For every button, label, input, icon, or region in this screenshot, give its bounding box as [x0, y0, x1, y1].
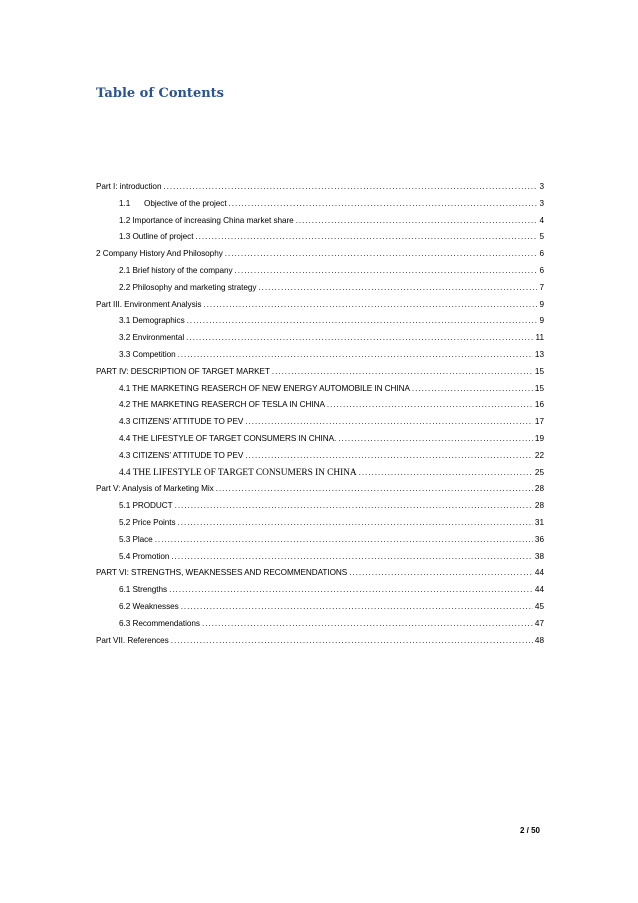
toc-dot-leader: [155, 532, 533, 549]
toc-entry-page: 17: [534, 417, 544, 427]
toc-entry[interactable]: [96, 297, 544, 314]
toc-entry-title: [96, 481, 214, 498]
toc-dot-leader: [338, 431, 533, 448]
table-of-contents: [96, 179, 544, 649]
toc-dot-leader: [245, 448, 533, 465]
toc-entry-label: 6.3 Recommendations: [119, 618, 200, 628]
toc-entry-title: [96, 246, 223, 263]
toc-entry-title: [119, 263, 233, 280]
toc-entry-page: 31: [534, 517, 544, 527]
toc-entry-label: 2 Company History And Philosophy: [96, 249, 223, 259]
toc-entry-title: [96, 297, 201, 314]
toc-dot-leader: [272, 364, 533, 381]
toc-entry-label: Objective of the project: [144, 198, 227, 208]
toc-entry[interactable]: [96, 431, 544, 448]
toc-entry-title: [96, 364, 270, 381]
toc-entry-label: 6.1 Strengths: [119, 585, 168, 595]
toc-entry-title: [119, 616, 200, 633]
toc-entry-page: 19: [534, 433, 544, 443]
toc-entry-label: 2.1 Brief history of the company: [119, 265, 233, 275]
toc-entry-page: 15: [534, 366, 544, 376]
toc-entry-page: 44: [534, 585, 544, 595]
toc-entry[interactable]: [96, 633, 544, 650]
toc-entry[interactable]: [96, 381, 544, 398]
toc-entry-label: 5.2 Price Points: [119, 517, 176, 527]
toc-entry-page: 25: [534, 467, 544, 477]
toc-entry-page: 3: [539, 182, 544, 191]
toc-entry-page: 44: [534, 568, 544, 578]
toc-entry[interactable]: [96, 213, 544, 230]
document-title: Table of Contents: [96, 86, 224, 101]
toc-entry-title: [119, 532, 153, 549]
toc-dot-leader: [181, 599, 533, 616]
toc-entry-title: [119, 431, 336, 448]
toc-entry[interactable]: [96, 263, 544, 280]
toc-entry[interactable]: [96, 465, 544, 482]
toc-entry-label: 3.1 Demographics: [119, 316, 185, 326]
toc-entry-title: [96, 179, 161, 196]
toc-entry[interactable]: [96, 347, 544, 364]
toc-entry-page: 28: [534, 484, 544, 494]
toc-entry-label: Part V: Analysis of Marketing Mix: [96, 484, 214, 494]
toc-dot-leader: [412, 381, 533, 398]
toc-dot-leader: [216, 481, 533, 498]
toc-entry-page: 4: [539, 215, 544, 225]
toc-entry[interactable]: [96, 532, 544, 549]
toc-entry-page: 9: [539, 299, 544, 309]
toc-entry-title: [119, 549, 169, 566]
toc-entry-title: [119, 465, 357, 482]
toc-entry-label: 4.3 CITIZENS’ ATTITUDE TO PEV: [119, 450, 244, 460]
toc-dot-leader: [186, 330, 533, 347]
toc-entry[interactable]: [96, 196, 544, 213]
toc-entry-page: 6: [539, 265, 544, 275]
toc-entry[interactable]: [96, 364, 544, 381]
toc-entry-page: 11: [535, 333, 544, 343]
toc-entry-title: [119, 330, 184, 347]
toc-entry[interactable]: [96, 229, 544, 246]
toc-entry-label: 5.4 Promotion: [119, 551, 170, 561]
toc-dot-leader: [178, 515, 533, 532]
toc-entry-title: [119, 414, 243, 431]
toc-entry-label: 1.3 Outline of project: [119, 232, 194, 242]
toc-entry-label: 3.2 Environmental: [119, 333, 185, 343]
toc-entry[interactable]: [96, 599, 544, 616]
toc-entry[interactable]: [96, 481, 544, 498]
toc-dot-leader: [163, 179, 537, 196]
toc-entry[interactable]: [96, 414, 544, 431]
toc-dot-leader: [349, 565, 533, 582]
toc-entry-title: [119, 498, 173, 515]
toc-entry-page: 36: [534, 534, 544, 544]
toc-entry-title: [119, 397, 325, 414]
toc-dot-leader: [359, 465, 533, 482]
toc-entry-label: 3.3 Competition: [119, 349, 176, 359]
toc-entry-page: 9: [539, 316, 544, 326]
toc-dot-leader: [235, 263, 538, 280]
toc-entry-title: [119, 280, 256, 297]
toc-entry-title: [96, 633, 169, 650]
toc-entry-label: Part I: introduction: [96, 182, 162, 191]
toc-entry-label: 4.3 CITIZENS’ ATTITUDE TO PEV: [119, 417, 244, 427]
toc-entry-page: 7: [539, 282, 544, 292]
toc-entry-page: 47: [534, 618, 544, 628]
toc-entry-page: 28: [534, 501, 544, 511]
toc-entry[interactable]: [96, 179, 544, 196]
page-number: 2 / 50: [519, 826, 540, 835]
toc-entry-label: 6.2 Weaknesses: [119, 601, 179, 611]
toc-entry-label: 5.3 Place: [119, 534, 153, 544]
toc-dot-leader: [195, 229, 537, 246]
toc-dot-leader: [258, 280, 537, 297]
toc-entry-number: 1.1: [119, 198, 131, 208]
toc-entry-title: [119, 448, 243, 465]
toc-entry-title: [119, 229, 193, 246]
toc-entry-page: 13: [534, 349, 544, 359]
toc-entry-label: 4.1 THE MARKETING REASERCH OF NEW ENERGY AUTOMOBILE IN CHINA: [119, 383, 410, 393]
toc-dot-leader: [169, 582, 533, 599]
toc-entry-page: 15: [534, 383, 544, 393]
toc-entry[interactable]: [96, 280, 544, 297]
toc-entry-page: 16: [534, 400, 544, 410]
toc-entry[interactable]: [96, 498, 544, 515]
toc-entry-title: [119, 213, 294, 230]
toc-dot-leader: [187, 313, 538, 330]
toc-entry-title: [119, 599, 179, 616]
toc-dot-leader: [202, 616, 533, 633]
toc-entry-label: 1.2 Importance of increasing China market share: [119, 215, 294, 225]
toc-entry-title: [119, 347, 176, 364]
toc-dot-leader: [175, 498, 533, 515]
toc-dot-leader: [296, 213, 538, 230]
toc-dot-leader: [245, 414, 533, 431]
toc-dot-leader: [229, 196, 538, 213]
toc-entry-title: [119, 381, 410, 398]
toc-entry[interactable]: [96, 616, 544, 633]
toc-entry-title: [96, 565, 347, 582]
toc-dot-leader: [225, 246, 538, 263]
toc-entry-page: 45: [534, 601, 544, 611]
toc-entry-label: 4.4 THE LIFESTYLE OF TARGET CONSUMERS IN CHINA: [119, 467, 357, 478]
toc-dot-leader: [178, 347, 533, 364]
toc-entry-page: 3: [539, 198, 544, 208]
toc-entry-title: [119, 196, 227, 213]
toc-entry[interactable]: [96, 330, 544, 347]
toc-entry-label: 4.2 THE MARKETING REASERCH OF TESLA IN CHINA: [119, 400, 325, 410]
toc-entry-title: [119, 582, 167, 599]
toc-entry[interactable]: [96, 582, 544, 599]
toc-entry-title: [119, 515, 176, 532]
toc-entry-page: 48: [534, 635, 544, 645]
toc-dot-leader: [203, 297, 537, 314]
toc-entry[interactable]: [96, 549, 544, 566]
toc-entry-label: Part VII. References: [96, 635, 169, 645]
toc-entry-page: 5: [539, 232, 544, 242]
toc-entry-page: 6: [539, 249, 544, 259]
toc-entry-label: 4.4 THE LIFESTYLE OF TARGET CONSUMERS IN CHINA.: [119, 433, 337, 443]
toc-entry-label: PART IV: DESCRIPTION OF TARGET MARKET: [96, 366, 270, 376]
toc-dot-leader: [171, 549, 533, 566]
toc-entry-label: 5.1 PRODUCT: [119, 501, 173, 511]
toc-dot-leader: [327, 397, 533, 414]
toc-entry[interactable]: [96, 448, 544, 465]
toc-entry[interactable]: [96, 313, 544, 330]
toc-entry-page: 38: [534, 551, 544, 561]
toc-entry-title: [119, 313, 185, 330]
toc-entry-label: Part III. Environment Analysis: [96, 299, 202, 309]
toc-dot-leader: [171, 633, 533, 650]
toc-entry[interactable]: [96, 515, 544, 532]
toc-entry[interactable]: [96, 246, 544, 263]
toc-entry[interactable]: [96, 397, 544, 414]
toc-entry[interactable]: [96, 565, 544, 582]
toc-entry-label: 2.2 Philosophy and marketing strategy: [119, 282, 257, 292]
toc-entry-label: PART VI: STRENGTHS, WEAKNESSES AND RECOMMENDATIONS: [96, 568, 348, 578]
toc-entry-page: 22: [534, 450, 544, 460]
